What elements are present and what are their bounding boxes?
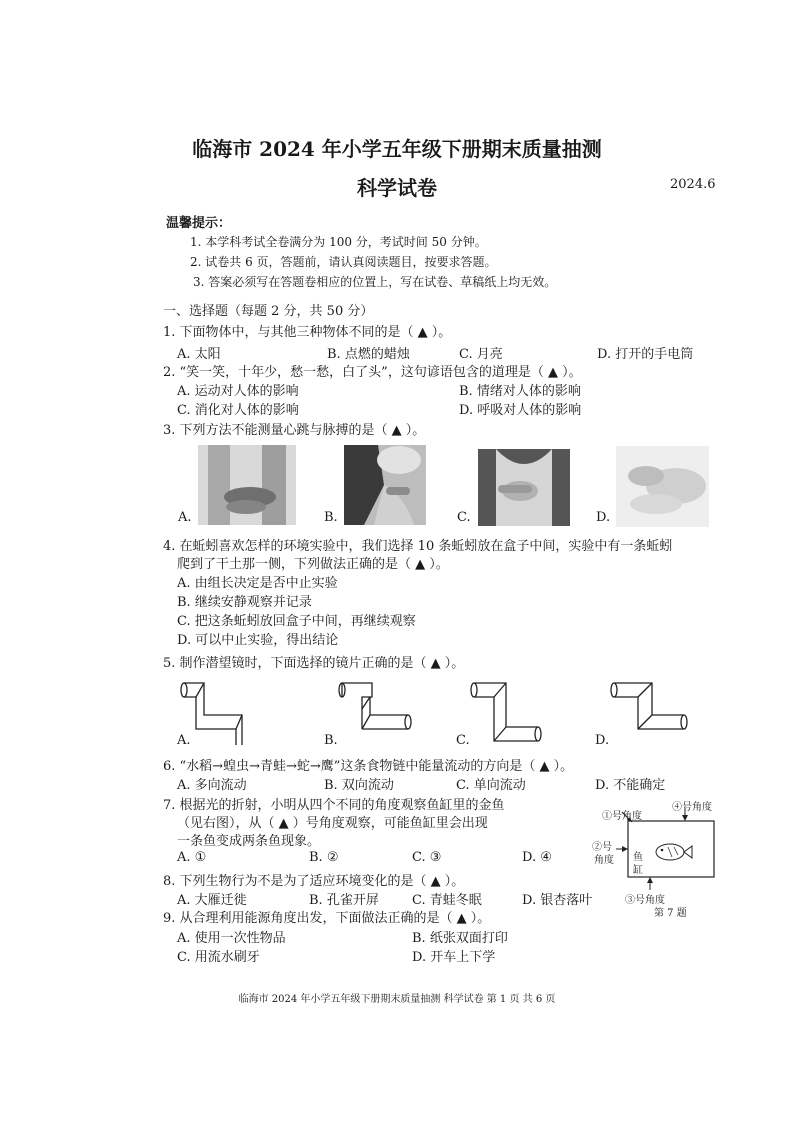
q3-photo-a bbox=[198, 445, 296, 525]
q2-option-c: C. 消化对人体的影响 bbox=[177, 403, 299, 418]
q6-option-d: D. 不能确定 bbox=[595, 778, 666, 793]
q7-option-b: B. ② bbox=[309, 850, 339, 865]
q6-option-a: A. 多向流动 bbox=[177, 778, 247, 793]
q1-option-a: A. 太阳 bbox=[177, 347, 221, 362]
tip-item-3: 3. 答案必须写在答题卷相应的位置上，写在试卷、草稿纸上均无效。 bbox=[193, 275, 557, 289]
q9-option-d: D. 开车上下学 bbox=[412, 950, 496, 965]
q8-option-a: A. 大雁迁徙 bbox=[177, 893, 247, 908]
tips-heading: 温馨提示： bbox=[166, 216, 232, 231]
q7-stem-line3: 一条鱼变成两条鱼现象。 bbox=[177, 834, 321, 849]
exam-subtitle: 科学试卷 bbox=[357, 176, 437, 200]
q2-option-b: B. 情绪对人体的影响 bbox=[459, 384, 581, 399]
q3-label-d: D. bbox=[596, 510, 611, 525]
q1-option-c: C. 月亮 bbox=[459, 347, 503, 362]
exam-title: 临海市 2024 年小学五年级下册期末质量抽测 bbox=[192, 137, 602, 161]
q3-label-c: C. bbox=[457, 510, 471, 525]
q5-stem: 5. 制作潜望镜时，下面选择的镜片正确的是（ ▲ ）。 bbox=[163, 656, 465, 671]
q5-label-b: B. bbox=[324, 733, 338, 748]
tip-item-1: 1. 本学科考试全卷满分为 100 分，考试时间 50 分钟。 bbox=[190, 235, 487, 249]
q6-option-c: C. 单向流动 bbox=[456, 778, 526, 793]
q8-option-b: B. 孔雀开屏 bbox=[309, 893, 379, 908]
angle1-label: ①号角度 bbox=[602, 811, 642, 822]
q4-stem-line1: 4. 在蚯蚓喜欢怎样的环境实验中，我们选择 10 条蚯蚓放在盒子中间，实验中有一条蚯蚓 bbox=[163, 539, 673, 554]
q6-stem: 6. “水稻→蝗虫→青蛙→蛇→鹰”这条食物链中能量流动的方向是（ ▲ ）。 bbox=[163, 759, 574, 774]
q3-photo-d bbox=[616, 446, 709, 527]
q2-option-a: A. 运动对人体的影响 bbox=[177, 384, 299, 399]
angle2-label-line1: ②号 bbox=[592, 842, 612, 853]
q9-option-c: C. 用流水刷牙 bbox=[177, 950, 260, 965]
q3-label-b: B. bbox=[324, 510, 338, 525]
q4-stem-line2: 爬到了干土那一侧，下列做法正确的是（ ▲ ）。 bbox=[177, 557, 449, 572]
q3-stem: 3. 下列方法不能测量心跳与脉搏的是（ ▲ ）。 bbox=[163, 423, 426, 438]
periscope-c bbox=[471, 683, 541, 741]
q5-label-d: D. bbox=[595, 733, 610, 748]
angle2-label-line2: 角度 bbox=[594, 855, 614, 866]
q4-option-c: C. 把这条蚯蚓放回盒子中间，再继续观察 bbox=[177, 614, 416, 629]
figure-caption: 第 7 题 bbox=[654, 908, 687, 919]
page-footer: 临海市 2024 年小学五年级下册期末质量抽测 科学试卷 第 1 页 共 6 页 bbox=[238, 994, 556, 1005]
q1-stem: 1. 下面物体中，与其他三种物体不同的是（ ▲ ）。 bbox=[163, 325, 452, 340]
q4-option-a: A. 由组长决定是否中止实验 bbox=[177, 576, 338, 591]
q2-option-d: D. 呼吸对人体的影响 bbox=[459, 403, 582, 418]
q7-option-c: C. ③ bbox=[412, 850, 442, 865]
q1-option-d: D. 打开的手电筒 bbox=[597, 347, 694, 362]
q9-stem: 9. 从合理利用能源角度出发，下面做法正确的是（ ▲ ）。 bbox=[163, 911, 491, 926]
angle4-label: ④号角度 bbox=[672, 802, 712, 813]
tank-label-line1: 鱼 bbox=[633, 852, 643, 863]
q7-stem-line1: 7. 根据光的折射，小明从四个不同的角度观察鱼缸里的金鱼 bbox=[163, 798, 505, 813]
q1-option-b: B. 点燃的蜡烛 bbox=[327, 347, 410, 362]
q2-stem: 2. “笑一笑，十年少，愁一愁，白了头”，这句谚语包含的道理是（ ▲ ）。 bbox=[163, 365, 582, 380]
q7-stem-line2: （见右图），从（ ▲ ）号角度观察，可能鱼缸里会出现 bbox=[177, 816, 488, 831]
q7-option-d: D. ④ bbox=[522, 850, 552, 865]
q8-option-c: C. 青蛙冬眠 bbox=[412, 893, 482, 908]
q9-option-b: B. 纸张双面打印 bbox=[412, 931, 508, 946]
q7-option-a: A. ① bbox=[177, 850, 207, 865]
q9-option-a: A. 使用一次性物品 bbox=[177, 931, 286, 946]
exam-date: 2024.6 bbox=[670, 177, 716, 192]
angle3-label: ③号角度 bbox=[625, 895, 665, 906]
q5-label-c: C. bbox=[456, 733, 470, 748]
q3-label-a: A. bbox=[178, 510, 192, 525]
q4-option-d: D. 可以中止实验，得出结论 bbox=[177, 633, 339, 648]
q6-option-b: B. 双向流动 bbox=[324, 778, 394, 793]
tank-label-line2: 缸 bbox=[633, 865, 643, 876]
q8-stem: 8. 下列生物行为不是为了适应环境变化的是（ ▲ ）。 bbox=[163, 874, 465, 889]
q3-photo-b bbox=[344, 445, 426, 525]
q8-option-d: D. 银杏落叶 bbox=[522, 893, 593, 908]
q4-option-b: B. 继续安静观察并记录 bbox=[177, 595, 312, 610]
tip-item-2: 2. 试卷共 6 页，答题前，请认真阅读题目，按要求答题。 bbox=[190, 255, 497, 269]
q3-photo-c bbox=[478, 449, 570, 526]
periscope-b bbox=[339, 683, 411, 729]
fish-icon bbox=[656, 844, 692, 860]
q5-label-a: A. bbox=[177, 733, 191, 748]
periscope-d bbox=[611, 683, 687, 729]
section-heading: 一、选择题（每题 2 分，共 50 分） bbox=[163, 304, 374, 319]
